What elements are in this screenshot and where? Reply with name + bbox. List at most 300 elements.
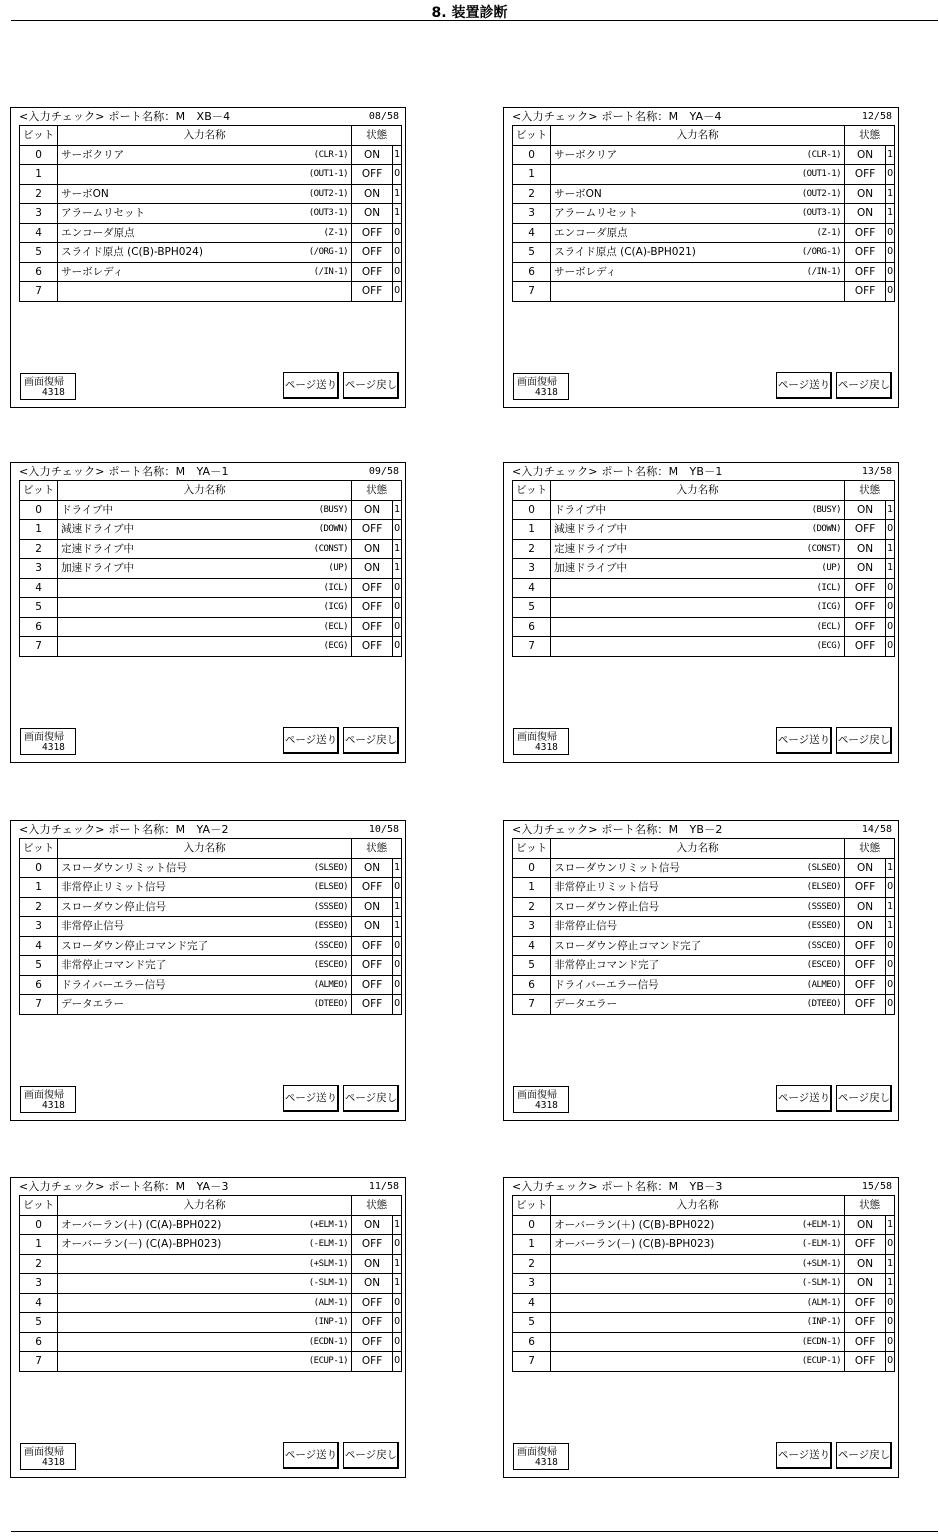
bit-number: 5 xyxy=(20,1313,58,1333)
input-table xyxy=(512,480,895,657)
table-header-row xyxy=(20,839,402,859)
bit-number: 4 xyxy=(20,578,58,598)
signal-code: (ICL) xyxy=(816,582,842,593)
input-name-cell xyxy=(58,1313,352,1333)
bit-number: 4 xyxy=(20,223,58,243)
table-row xyxy=(20,917,402,937)
input-name-cell xyxy=(58,262,352,282)
signal-code: (ALMEO) xyxy=(806,979,842,990)
input-name: サーボクリア xyxy=(554,148,618,161)
column-header-bit: ビット xyxy=(20,481,58,501)
panel-header xyxy=(512,1180,892,1194)
bit-number: 7 xyxy=(513,282,551,302)
input-table xyxy=(19,838,402,1015)
state-value: 0 xyxy=(886,165,895,185)
input-name-cell xyxy=(551,897,845,917)
state-value: 1 xyxy=(886,184,895,204)
page-prev-button[interactable]: ページ戻し xyxy=(836,1085,892,1112)
bit-number: 7 xyxy=(20,637,58,657)
state-value: 0 xyxy=(393,282,402,302)
input-name: 非常停止リミット信号 xyxy=(554,881,659,894)
input-name: 減速ドライブ中 xyxy=(554,523,627,536)
state-value: 0 xyxy=(393,1332,402,1352)
state-value: 0 xyxy=(886,975,895,995)
input-table xyxy=(19,1195,402,1372)
input-name-cell xyxy=(551,936,845,956)
page-number: 11/58 xyxy=(368,1181,399,1192)
input-name-cell xyxy=(58,1274,352,1294)
table-row xyxy=(20,262,402,282)
input-name: スローダウン停止コマンド完了 xyxy=(554,939,702,952)
column-header-bit: ビット xyxy=(20,126,58,146)
bit-number: 3 xyxy=(20,559,58,579)
bit-number: 5 xyxy=(20,598,58,618)
state-value: 0 xyxy=(393,520,402,540)
signal-code: (OUT2-1) xyxy=(308,188,349,199)
page-prev-button[interactable]: ページ戻し xyxy=(343,1085,399,1112)
panel-title: <入力チェック> ポート名称：M YA－2 xyxy=(19,823,229,836)
bit-number: 6 xyxy=(20,975,58,995)
column-header-bit: ビット xyxy=(513,1196,551,1216)
input-name-cell xyxy=(551,858,845,878)
page-number: 15/58 xyxy=(861,1181,892,1192)
signal-code: (ICL) xyxy=(323,582,349,593)
bit-number: 7 xyxy=(20,1352,58,1372)
state-text: OFF xyxy=(845,936,886,956)
bit-number: 5 xyxy=(20,956,58,976)
column-header-name: 入力名称 xyxy=(551,481,845,501)
bit-number: 1 xyxy=(513,878,551,898)
table-row xyxy=(513,539,895,559)
signal-code: (ESSEO) xyxy=(313,921,349,932)
state-text: OFF xyxy=(352,243,393,263)
input-name: オーバーラン(－) (C(A)-BPH023) xyxy=(61,1238,222,1251)
state-text: OFF xyxy=(352,1352,393,1372)
table-row xyxy=(513,897,895,917)
state-value: 0 xyxy=(393,995,402,1015)
input-name-cell xyxy=(58,878,352,898)
signal-code: (+ELM-1) xyxy=(801,1219,842,1230)
bit-number: 6 xyxy=(513,1332,551,1352)
input-name: スローダウンリミット信号 xyxy=(554,861,680,874)
panel-header xyxy=(19,465,399,479)
state-text: OFF xyxy=(352,165,393,185)
state-value: 1 xyxy=(393,1215,402,1235)
table-row xyxy=(20,1215,402,1235)
input-table xyxy=(512,125,895,302)
panel-title: <入力チェック> ポート名称：M YB－1 xyxy=(512,465,723,478)
input-name: スローダウン停止信号 xyxy=(554,900,660,913)
bit-number: 2 xyxy=(513,897,551,917)
state-text: OFF xyxy=(845,598,886,618)
state-text: ON xyxy=(352,145,393,165)
page-next-button[interactable]: ページ送り xyxy=(776,372,832,399)
table-header-row xyxy=(513,839,895,859)
page-next-button[interactable]: ページ送り xyxy=(776,727,832,754)
bit-number: 0 xyxy=(20,145,58,165)
table-row xyxy=(513,262,895,282)
screen-restore-button[interactable] xyxy=(20,1086,76,1113)
input-name: 定速ドライブ中 xyxy=(61,542,134,555)
input-name: 加速ドライブ中 xyxy=(554,562,627,575)
input-name: 非常停止信号 xyxy=(61,920,125,933)
bit-number: 6 xyxy=(20,617,58,637)
input-name-cell xyxy=(551,262,845,282)
state-text: OFF xyxy=(845,578,886,598)
input-name-cell xyxy=(58,145,352,165)
input-name: 定速ドライブ中 xyxy=(554,542,627,555)
table-row xyxy=(513,1293,895,1313)
input-name: スローダウン停止信号 xyxy=(61,900,167,913)
input-name-cell xyxy=(58,559,352,579)
table-row xyxy=(20,936,402,956)
table-row xyxy=(20,243,402,263)
page-prev-button[interactable]: ページ戻し xyxy=(836,372,892,399)
state-text: OFF xyxy=(352,975,393,995)
bit-number: 0 xyxy=(20,1215,58,1235)
bit-number: 1 xyxy=(20,878,58,898)
state-value: 0 xyxy=(886,1352,895,1372)
input-name-cell xyxy=(551,917,845,937)
state-text: ON xyxy=(352,500,393,520)
table-row xyxy=(513,936,895,956)
bit-number: 2 xyxy=(513,539,551,559)
column-header-state: 状態 xyxy=(845,839,895,859)
page-number: 12/58 xyxy=(861,111,892,122)
bit-number: 6 xyxy=(513,975,551,995)
table-row xyxy=(20,1254,402,1274)
page-next-button[interactable]: ページ送り xyxy=(283,1085,339,1112)
page-prev-button[interactable]: ページ戻し xyxy=(343,372,399,399)
screen-restore-button[interactable] xyxy=(20,1443,76,1470)
state-text: OFF xyxy=(352,578,393,598)
state-value: 0 xyxy=(393,1235,402,1255)
column-header-bit: ビット xyxy=(513,481,551,501)
table-row xyxy=(513,598,895,618)
signal-code: (ECUP-1) xyxy=(801,1356,842,1367)
state-value: 1 xyxy=(393,1254,402,1274)
signal-code: (ECG) xyxy=(323,641,349,652)
bit-number: 7 xyxy=(20,282,58,302)
state-text: OFF xyxy=(352,995,393,1015)
restore-button-label: 画面復帰 xyxy=(517,1090,557,1101)
signal-code: (Z-1) xyxy=(323,227,349,238)
restore-button-code: 4318 xyxy=(42,742,65,753)
input-name: データエラー xyxy=(61,998,125,1011)
input-name: ドライバーエラー信号 xyxy=(554,978,659,991)
footer-divider xyxy=(11,1531,938,1532)
table-row xyxy=(513,282,895,302)
panel-title: <入力チェック> ポート名称：M YA－4 xyxy=(512,110,722,123)
panel-title: <入力チェック> ポート名称：M YB－2 xyxy=(512,823,723,836)
column-header-name: 入力名称 xyxy=(551,126,845,146)
table-row xyxy=(20,1313,402,1333)
screen-restore-button[interactable] xyxy=(513,373,569,400)
column-header-name: 入力名称 xyxy=(58,1196,352,1216)
panel-header xyxy=(19,823,399,837)
bit-number: 6 xyxy=(513,617,551,637)
input-name-cell xyxy=(551,243,845,263)
input-name-cell xyxy=(551,956,845,976)
state-value: 1 xyxy=(886,539,895,559)
input-check-panel xyxy=(10,820,406,1121)
table-row xyxy=(20,539,402,559)
restore-button-label: 画面復帰 xyxy=(24,1090,64,1101)
signal-code: (SSCEO) xyxy=(313,940,349,951)
bit-number: 1 xyxy=(20,165,58,185)
bit-number: 2 xyxy=(20,897,58,917)
input-name-cell xyxy=(58,598,352,618)
state-value: 0 xyxy=(393,637,402,657)
state-value: 0 xyxy=(393,243,402,263)
bit-number: 5 xyxy=(513,243,551,263)
column-header-state: 状態 xyxy=(352,481,402,501)
column-header-name: 入力名称 xyxy=(551,839,845,859)
input-name-cell xyxy=(551,1274,845,1294)
input-name: 非常停止コマンド完了 xyxy=(554,959,660,972)
input-name-cell xyxy=(551,598,845,618)
screen-restore-button[interactable] xyxy=(513,728,569,755)
signal-code: (OUT2-1) xyxy=(801,188,842,199)
bit-number: 1 xyxy=(513,165,551,185)
table-row xyxy=(20,878,402,898)
column-header-name: 入力名称 xyxy=(58,126,352,146)
page-next-button[interactable]: ページ送り xyxy=(776,1442,832,1469)
state-text: OFF xyxy=(845,956,886,976)
state-value: 0 xyxy=(886,1313,895,1333)
signal-code: (-ELM-1) xyxy=(801,1239,842,1250)
state-value: 1 xyxy=(886,917,895,937)
signal-code: (ECG) xyxy=(816,641,842,652)
input-name-cell xyxy=(551,184,845,204)
state-text: OFF xyxy=(845,262,886,282)
bit-number: 0 xyxy=(513,500,551,520)
bit-number: 0 xyxy=(20,858,58,878)
table-row xyxy=(513,145,895,165)
signal-code: (/IN-1) xyxy=(313,266,349,277)
signal-code: (OUT3-1) xyxy=(308,208,349,219)
bit-number: 7 xyxy=(20,995,58,1015)
table-row xyxy=(20,975,402,995)
state-value: 0 xyxy=(393,598,402,618)
state-text: OFF xyxy=(352,956,393,976)
bit-number: 7 xyxy=(513,995,551,1015)
page-next-button[interactable]: ページ送り xyxy=(283,372,339,399)
state-text: ON xyxy=(845,1215,886,1235)
page-next-button[interactable]: ページ送り xyxy=(283,1442,339,1469)
state-text: ON xyxy=(352,917,393,937)
signal-code: (ELSEO) xyxy=(806,882,842,893)
bit-number: 0 xyxy=(513,1215,551,1235)
state-text: OFF xyxy=(845,223,886,243)
signal-code: (INP-1) xyxy=(806,1317,842,1328)
restore-button-label: 画面復帰 xyxy=(24,1447,64,1458)
input-check-panel xyxy=(10,107,406,408)
table-row xyxy=(513,500,895,520)
input-name-cell xyxy=(551,1293,845,1313)
state-text: OFF xyxy=(845,165,886,185)
restore-button-code: 4318 xyxy=(535,742,558,753)
signal-code: (DOWN) xyxy=(318,524,349,535)
bit-number: 2 xyxy=(513,184,551,204)
state-text: ON xyxy=(352,559,393,579)
bit-number: 1 xyxy=(513,520,551,540)
input-name: データエラー xyxy=(554,998,618,1011)
state-value: 0 xyxy=(393,975,402,995)
input-name-cell xyxy=(58,243,352,263)
state-value: 1 xyxy=(886,1215,895,1235)
input-name-cell xyxy=(551,204,845,224)
bit-number: 5 xyxy=(513,1313,551,1333)
input-name-cell xyxy=(58,1332,352,1352)
panel-header xyxy=(512,465,892,479)
state-value: 1 xyxy=(886,204,895,224)
screen-restore-button[interactable] xyxy=(513,1443,569,1470)
panel-title: <入力チェック> ポート名称：M XB－4 xyxy=(19,110,231,123)
page-prev-button[interactable]: ページ戻し xyxy=(836,1442,892,1469)
state-text: ON xyxy=(845,184,886,204)
page-next-button[interactable]: ページ送り xyxy=(776,1085,832,1112)
restore-button-label: 画面復帰 xyxy=(517,732,557,743)
screen-restore-button[interactable] xyxy=(513,1086,569,1113)
state-value: 1 xyxy=(393,184,402,204)
input-name-cell xyxy=(58,204,352,224)
state-text: ON xyxy=(352,184,393,204)
signal-code: (CONST) xyxy=(806,543,842,554)
signal-code: (/ORG-1) xyxy=(801,247,842,258)
bit-number: 3 xyxy=(20,1274,58,1294)
state-value: 1 xyxy=(886,500,895,520)
input-name: オーバーラン(－) (C(B)-BPH023) xyxy=(554,1238,715,1251)
input-name: サーボクリア xyxy=(61,148,125,161)
bit-number: 5 xyxy=(513,956,551,976)
state-value: 0 xyxy=(886,223,895,243)
state-value: 0 xyxy=(393,956,402,976)
state-value: 1 xyxy=(393,500,402,520)
restore-button-code: 4318 xyxy=(535,387,558,398)
screen-restore-button[interactable] xyxy=(20,728,76,755)
signal-code: (DOWN) xyxy=(811,524,842,535)
header-divider xyxy=(11,20,938,21)
input-name: スライド原点 (C(A)-BPH021) xyxy=(554,246,696,259)
input-name: サーボON xyxy=(554,187,602,200)
state-text: OFF xyxy=(352,598,393,618)
signal-code: (Z-1) xyxy=(816,227,842,238)
state-text: OFF xyxy=(845,878,886,898)
state-text: OFF xyxy=(352,520,393,540)
input-name: アラームリセット xyxy=(61,207,145,220)
table-row xyxy=(513,1235,895,1255)
signal-code: (ESCEO) xyxy=(313,960,349,971)
page-number: 09/58 xyxy=(368,466,399,477)
panel-header xyxy=(512,110,892,124)
page-next-button[interactable]: ページ送り xyxy=(283,727,339,754)
column-header-bit: ビット xyxy=(20,839,58,859)
table-row xyxy=(20,598,402,618)
signal-code: (ALM-1) xyxy=(806,1297,842,1308)
table-row xyxy=(20,578,402,598)
input-name-cell xyxy=(58,184,352,204)
input-name-cell xyxy=(551,1235,845,1255)
page-number: 08/58 xyxy=(368,111,399,122)
input-name-cell xyxy=(551,1332,845,1352)
state-text: ON xyxy=(845,145,886,165)
state-text: ON xyxy=(352,1215,393,1235)
signal-code: (ECUP-1) xyxy=(308,1356,349,1367)
input-name: 加速ドライブ中 xyxy=(61,562,134,575)
state-text: OFF xyxy=(352,936,393,956)
bit-number: 5 xyxy=(513,598,551,618)
state-text: ON xyxy=(845,500,886,520)
page-prev-button[interactable]: ページ戻し xyxy=(343,1442,399,1469)
panel-header xyxy=(19,1180,399,1194)
column-header-bit: ビット xyxy=(513,126,551,146)
signal-code: (SSSEO) xyxy=(313,901,349,912)
state-value: 0 xyxy=(886,578,895,598)
state-text: OFF xyxy=(845,1235,886,1255)
input-name-cell xyxy=(551,1254,845,1274)
state-text: ON xyxy=(352,1254,393,1274)
column-header-bit: ビット xyxy=(20,1196,58,1216)
input-name: スローダウンリミット信号 xyxy=(61,861,187,874)
page-header-title: 8. 装置診断 xyxy=(431,5,508,21)
input-name-cell xyxy=(58,956,352,976)
signal-code: (OUT1-1) xyxy=(308,169,349,180)
column-header-state: 状態 xyxy=(845,1196,895,1216)
column-header-bit: ビット xyxy=(513,839,551,859)
input-table xyxy=(512,1195,895,1372)
table-row xyxy=(20,617,402,637)
restore-button-code: 4318 xyxy=(42,1100,65,1111)
state-text: ON xyxy=(845,559,886,579)
state-value: 1 xyxy=(393,858,402,878)
restore-button-code: 4318 xyxy=(535,1100,558,1111)
bit-number: 4 xyxy=(20,936,58,956)
input-name-cell xyxy=(58,539,352,559)
page-prev-button[interactable]: ページ戻し xyxy=(343,727,399,754)
page-prev-button[interactable]: ページ戻し xyxy=(836,727,892,754)
signal-code: (ESCEO) xyxy=(806,960,842,971)
signal-code: (SSCEO) xyxy=(806,940,842,951)
table-row xyxy=(20,282,402,302)
table-header-row xyxy=(20,1196,402,1216)
restore-button-code: 4318 xyxy=(42,387,65,398)
state-text: OFF xyxy=(352,1313,393,1333)
panel-header xyxy=(512,823,892,837)
table-row xyxy=(513,1254,895,1274)
table-row xyxy=(513,975,895,995)
state-value: 0 xyxy=(393,262,402,282)
signal-code: (ECDN-1) xyxy=(308,1336,349,1347)
state-value: 1 xyxy=(886,858,895,878)
table-row xyxy=(513,956,895,976)
state-text: ON xyxy=(845,539,886,559)
state-text: OFF xyxy=(845,975,886,995)
input-name-cell xyxy=(551,282,845,302)
table-row xyxy=(513,243,895,263)
bit-number: 4 xyxy=(513,936,551,956)
column-header-name: 入力名称 xyxy=(551,1196,845,1216)
input-check-panel xyxy=(503,820,899,1121)
table-header-row xyxy=(20,481,402,501)
state-text: OFF xyxy=(845,1293,886,1313)
input-name-cell xyxy=(551,520,845,540)
input-name-cell xyxy=(551,637,845,657)
table-header-row xyxy=(513,481,895,501)
input-name-cell xyxy=(551,559,845,579)
screen-restore-button[interactable] xyxy=(20,373,76,400)
state-value: 0 xyxy=(393,578,402,598)
